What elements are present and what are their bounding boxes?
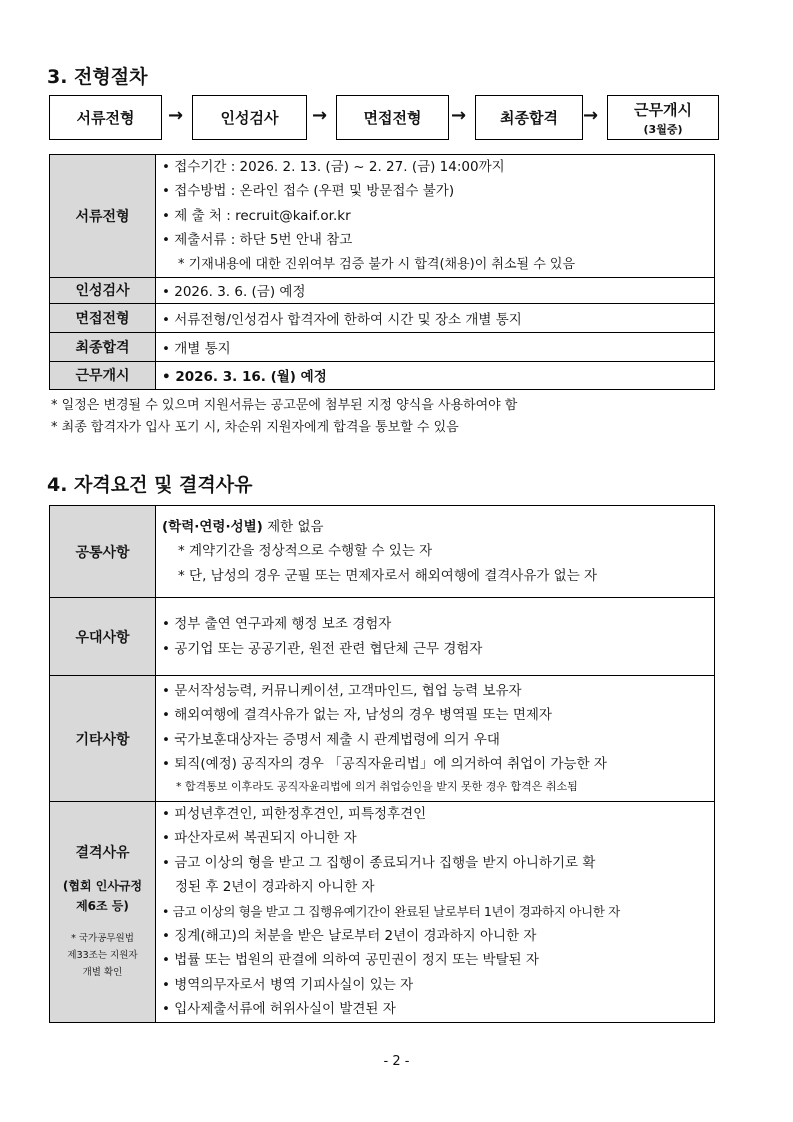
row-label: 근무개시 <box>50 361 156 389</box>
row-label: 면접전형 <box>50 303 156 332</box>
page-number: - 2 - <box>383 1054 410 1069</box>
arrow-right-icon: → <box>451 105 467 126</box>
flow-step-2: 인성검사 <box>192 95 307 140</box>
row-label: 결격사유 <box>75 845 130 862</box>
section3-title: 3. 전형절차 <box>47 66 148 88</box>
process-flow <box>49 95 719 142</box>
table-row: 근무개시 • 2026. 3. 16. (월) 예정 <box>50 361 715 389</box>
row-label: 공통사항 <box>50 506 156 598</box>
qualification-table <box>49 505 715 1023</box>
flow-step-3: 면접전형 <box>336 95 449 140</box>
table-row: 공통사항 (학력·연령·성별) 제한 없음 * 계약기간을 정상적으로 수행할 수 있는 자 * 단, 남성의 경우 군필 또는 면제자로서 해외여행에 결격사유가 없는 자 <box>50 506 715 598</box>
row-label: 서류전형 <box>50 155 156 278</box>
row-label: 우대사항 <box>50 598 156 676</box>
table-row: 결격사유 (협회 인사규정 제6조 등) * 국가공무원법 제33조는 지원자 개별 확인 • 피성년후견인, 피한정후견인, 피특정후견인 • 파산자로써 복권되지 아니한 자 • 금고 이상의 형을 받고 그 집행이 종료되거나 집행을 받지 아니하기로 확 정된 후 2년이 경과하지 아니한 자 • 금고 이상의 형을 받고 그 집행유예기간이 완료된 날로부터 1년이 경과하지 아니한 자 • 징계(해고)의 처분을 받은 날로부터 2년이 경과하지 아니한 자 • 법률 또는 법원의 판결에 의하여 공민권이 정지 또는 박탈된 자 • 병역의무자로서 병역 기피사실이 있는 자 • 입사제출서류에 허위사실이 발견된 자 <box>50 802 715 1023</box>
row-label: 인성검사 <box>50 277 156 303</box>
flow-step-1: 서류전형 <box>49 95 162 140</box>
table-row: 면접전형 • 서류전형/인성검사 합격자에 한하여 시간 및 장소 개별 통지 <box>50 303 715 332</box>
row-label: 기타사항 <box>50 676 156 802</box>
table-row: 인성검사 • 2026. 3. 6. (금) 예정 <box>50 277 715 303</box>
table-row: 서류전형 • 접수기간 : 2026. 2. 13. (금) ~ 2. 27. (금) 14:00까지 • 접수방법 : 온라인 접수 (우편 및 방문접수 불가) • 제 출 처 : recruit@kaif.or.kr • 제출서류 : 하단 5번 안내 참고 * 기재내용에 대한 진위여부 검증 불가 시 합격(채용)이 취소될 수 있음 <box>50 155 715 278</box>
arrow-right-icon: → <box>168 105 184 126</box>
flow-step-5: 근무개시 (3월중) <box>607 95 719 140</box>
section4-title: 4. 자격요건 및 결격사유 <box>47 474 253 496</box>
table-row: 기타사항 • 문서작성능력, 커뮤니케이션, 고객마인드, 협업 능력 보유자 • 해외여행에 결격사유가 없는 자, 남성의 경우 병역필 또는 면제자 • 국가보훈대상자는 증명서 제출 시 관계법령에 의거 우대 • 퇴직(예정) 공직자의 경우 「공직자윤리법」에 의거하여 취업이 가능한 자 * 합격통보 이후라도 공직자윤리법에 의거 취업승인을 받지 못한 경우 합격은 취소됨 <box>50 676 715 802</box>
process-table <box>49 154 715 390</box>
table-row: 우대사항 • 정부 출연 연구과제 행정 보조 경험자 • 공기업 또는 공공기관, 원전 관련 협단체 근무 경험자 <box>50 598 715 676</box>
table-row: 최종합격 • 개별 통지 <box>50 332 715 361</box>
process-notes: * 일정은 변경될 수 있으며 지원서류는 공고문에 첨부된 지정 양식을 사용하여야 함 * 최종 합격자가 입사 포기 시, 차순위 지원자에게 합격을 통보할 수 있음 <box>51 398 518 435</box>
arrow-right-icon: → <box>312 105 328 126</box>
row-label: 최종합격 <box>50 332 156 361</box>
arrow-right-icon: → <box>583 105 599 126</box>
flow-step-4: 최종합격 <box>475 95 583 140</box>
